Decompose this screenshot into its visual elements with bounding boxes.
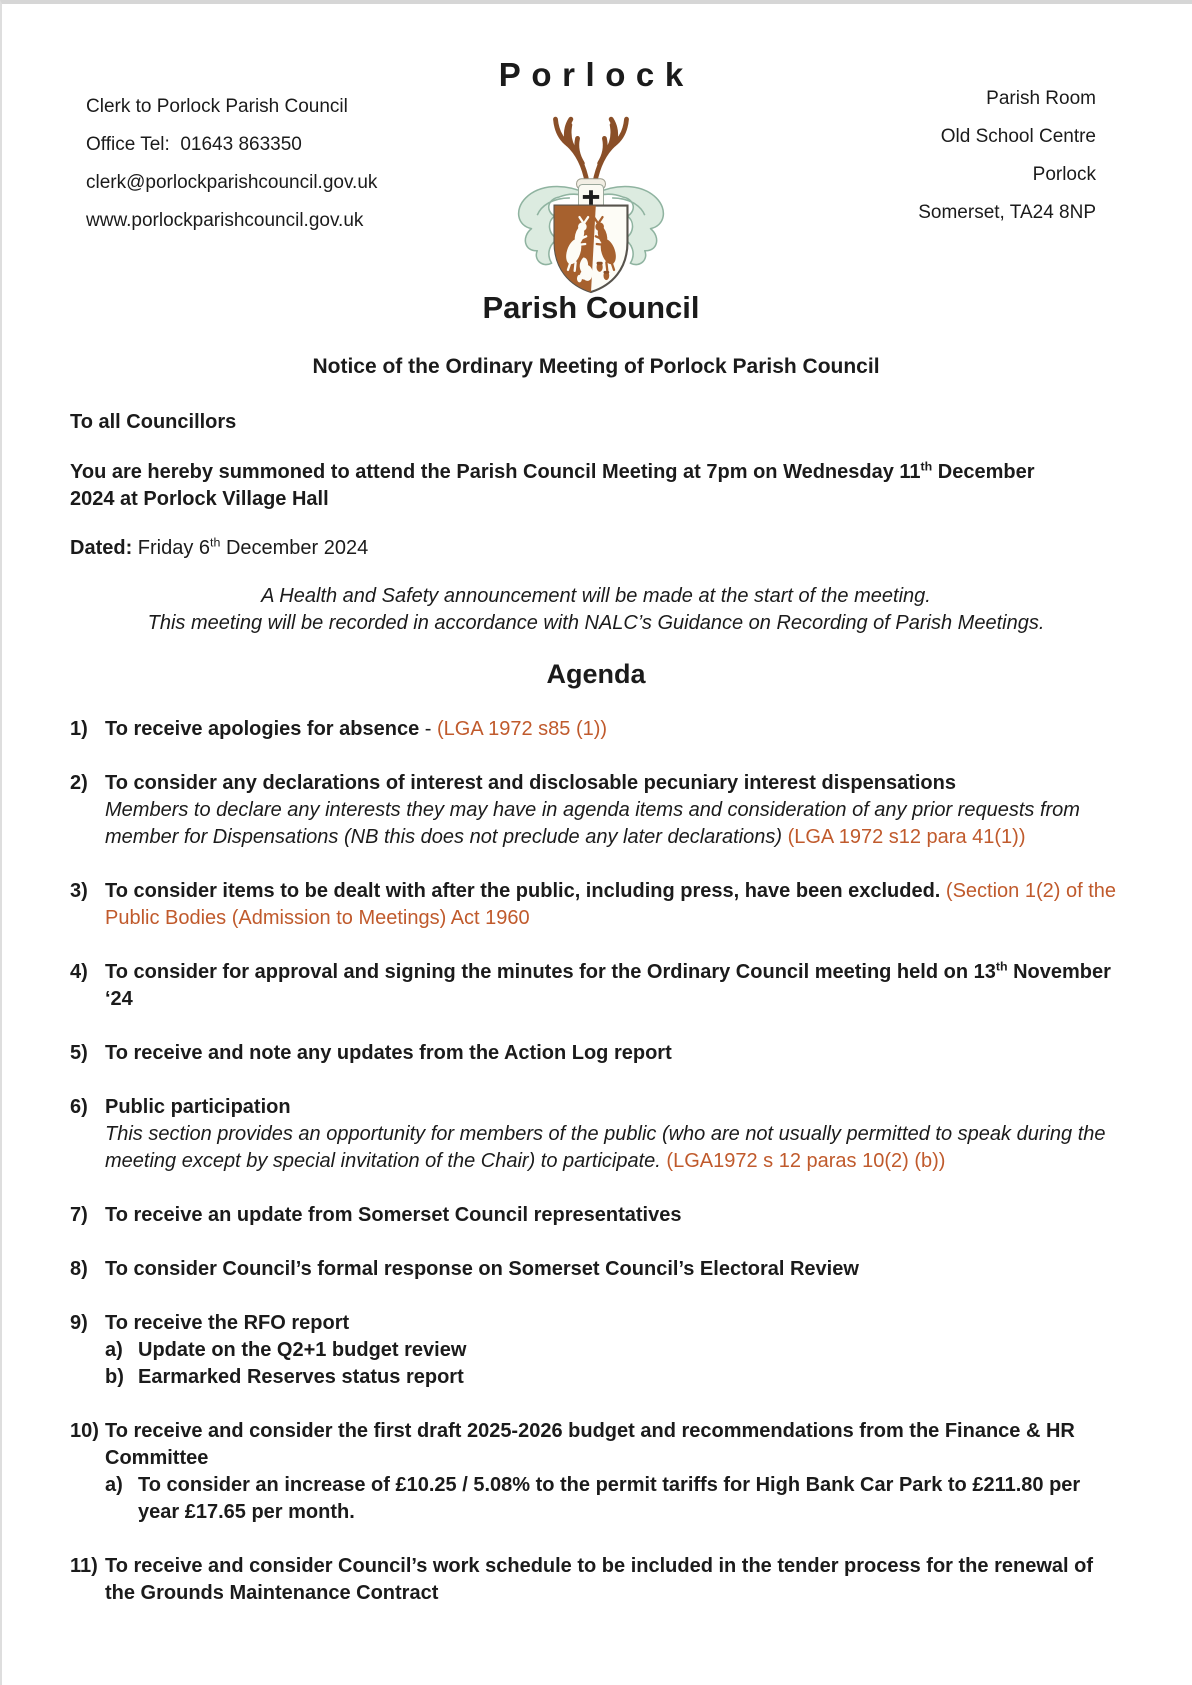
item-text bbox=[105, 1418, 1122, 1526]
announcement-line: This meeting will be recorded in accordance with NALC’s Guidance on Recording of Parish Meetings. bbox=[147, 612, 1045, 634]
item-title: To receive the RFO report bbox=[105, 1312, 350, 1334]
email-line: clerk@porlockparishcouncil.gov.uk bbox=[86, 172, 378, 193]
summons-paragraph bbox=[70, 459, 1075, 513]
logo-subtitle: Parish Council bbox=[482, 290, 700, 325]
notice-title: Notice of the Ordinary Meeting of Porlock Parish Council bbox=[312, 355, 880, 378]
agenda-item-5 bbox=[70, 1040, 1122, 1067]
ordinal-suffix: th bbox=[210, 535, 221, 550]
item-title: To consider for approval and signing the minutes for the Ordinary Council meeting held on 13 bbox=[105, 961, 996, 983]
porlock-coat-of-arms bbox=[495, 98, 687, 294]
item-title: November ‘24 bbox=[105, 961, 1111, 1010]
item-title: To receive and consider the first draft 2025-2026 budget and recommendations from the Finance & HR Committee bbox=[105, 1420, 1075, 1469]
item-title: To consider any declarations of interest and disclosable pecuniary interest dispensations bbox=[105, 772, 956, 794]
item-number: 9) bbox=[70, 1312, 88, 1334]
item-note bbox=[105, 797, 1122, 851]
dated-line bbox=[70, 535, 1122, 562]
legal-reference: (LGA 1972 s85 (1)) bbox=[436, 718, 608, 740]
subitem-text: Earmarked Reserves status report bbox=[138, 1366, 464, 1388]
agenda-item-6 bbox=[70, 1094, 1122, 1175]
announcement-line: A Health and Safety announcement will be made at the start of the meeting. bbox=[261, 585, 931, 607]
agenda-item-3 bbox=[70, 878, 1122, 932]
item-number: 4) bbox=[70, 961, 88, 983]
item-separator: - bbox=[419, 718, 437, 740]
address-block bbox=[706, 80, 1096, 232]
item-number: 8) bbox=[70, 1258, 88, 1280]
subitem-letter: a) bbox=[105, 1474, 123, 1496]
item-number: 1) bbox=[70, 718, 88, 740]
item-text bbox=[105, 1094, 1122, 1175]
agenda-item-9 bbox=[70, 1310, 1122, 1391]
item-text bbox=[105, 959, 1122, 1013]
document-page bbox=[2, 4, 1192, 1685]
item-title: To receive apologies for absence bbox=[105, 718, 420, 740]
summons-text: You are hereby summoned to attend the Parish Council Meeting at 7pm on Wednesday 11 bbox=[70, 461, 921, 483]
agenda-heading: Agenda bbox=[546, 659, 646, 689]
item-title: Public participation bbox=[105, 1096, 291, 1118]
legal-reference: (LGA1972 s 12 paras 10(2) (b)) bbox=[666, 1150, 946, 1172]
item-title: To receive an update from Somerset Council representatives bbox=[105, 1204, 682, 1226]
logo-title: Porlock bbox=[498, 56, 694, 93]
item-title: To receive and consider Council’s work schedule to be included in the tender process for the renewal of the Grounds Maintenance Contract bbox=[105, 1555, 1093, 1604]
subitem-letter: a) bbox=[105, 1339, 123, 1361]
ordinal-suffix: th bbox=[920, 459, 933, 474]
clerk-line: Clerk to Porlock Parish Council bbox=[86, 96, 348, 117]
item-title: To consider items to be dealt with after the public, including press, have been excluded. bbox=[105, 880, 946, 902]
address-line: Somerset, TA24 8NP bbox=[918, 202, 1096, 223]
contact-block bbox=[86, 88, 476, 240]
legal-reference: (Section 1(2) of the Public Bodies (Admission to Meetings) Act 1960 bbox=[105, 880, 1117, 929]
agenda-subitem-10a bbox=[105, 1472, 1122, 1526]
item-number: 10) bbox=[70, 1420, 99, 1442]
letterhead bbox=[2, 4, 1192, 326]
item-number: 3) bbox=[70, 880, 88, 902]
dated-text: Friday 6 bbox=[132, 537, 211, 559]
note-text: This section provides an opportunity for members of the public (who are not usually permitted to speak during the meeting except by special invitation of the Chair) to participate. bbox=[105, 1123, 1106, 1172]
address-line: Old School Centre bbox=[940, 126, 1096, 147]
agenda-item-2 bbox=[70, 770, 1122, 851]
dated-text: December 2024 bbox=[220, 537, 369, 559]
ordinal-suffix: th bbox=[995, 959, 1008, 974]
logo-block bbox=[476, 56, 706, 326]
item-number: 5) bbox=[70, 1042, 88, 1064]
item-text bbox=[105, 770, 1122, 851]
agenda-item-4 bbox=[70, 959, 1122, 1013]
item-text bbox=[105, 716, 1122, 743]
dated-label: Dated: bbox=[70, 537, 133, 559]
legal-reference: (LGA 1972 s12 para 41(1)) bbox=[787, 826, 1026, 848]
agenda-subitem-9b bbox=[105, 1364, 1122, 1391]
address-line: Porlock bbox=[1032, 164, 1096, 185]
summons-text: December 2024 at Porlock Village Hall bbox=[70, 461, 1035, 510]
item-number: 6) bbox=[70, 1096, 88, 1118]
document-body bbox=[2, 353, 1192, 1607]
item-title: To consider Council’s formal response on Somerset Council’s Electoral Review bbox=[105, 1258, 859, 1280]
subitem-text: Update on the Q2+1 budget review bbox=[138, 1339, 467, 1361]
item-text bbox=[105, 878, 1122, 932]
address-line: Parish Room bbox=[986, 88, 1096, 109]
agenda-subitem-9a bbox=[105, 1337, 1122, 1364]
item-title: To receive and note any updates from the Action Log report bbox=[105, 1042, 672, 1064]
agenda-item-1 bbox=[70, 716, 1122, 743]
subitem-text: To consider an increase of £10.25 / 5.08% to the permit tariffs for High Bank Car Park to £211.80 per year £17.65 per month. bbox=[138, 1474, 1081, 1523]
phone-line: Office Tel: 01643 863350 bbox=[86, 134, 302, 155]
item-number: 7) bbox=[70, 1204, 88, 1226]
subitem-letter: b) bbox=[105, 1366, 124, 1388]
note-text: Members to declare any interests they may have in agenda items and consideration of any prior requests from member for Dispensations (NB this does not preclude any later declarations) bbox=[105, 799, 1080, 848]
agenda-item-11 bbox=[70, 1553, 1122, 1607]
announcement-block bbox=[70, 583, 1122, 637]
agenda-item-8 bbox=[70, 1256, 1122, 1283]
agenda-item-10 bbox=[70, 1418, 1122, 1526]
item-text bbox=[105, 1310, 1122, 1391]
salutation: To all Councillors bbox=[70, 411, 237, 433]
item-number: 2) bbox=[70, 772, 88, 794]
item-number: 11) bbox=[70, 1555, 98, 1577]
item-note bbox=[105, 1121, 1122, 1175]
agenda-item-7 bbox=[70, 1202, 1122, 1229]
website-line: www.porlockparishcouncil.gov.uk bbox=[86, 210, 364, 231]
